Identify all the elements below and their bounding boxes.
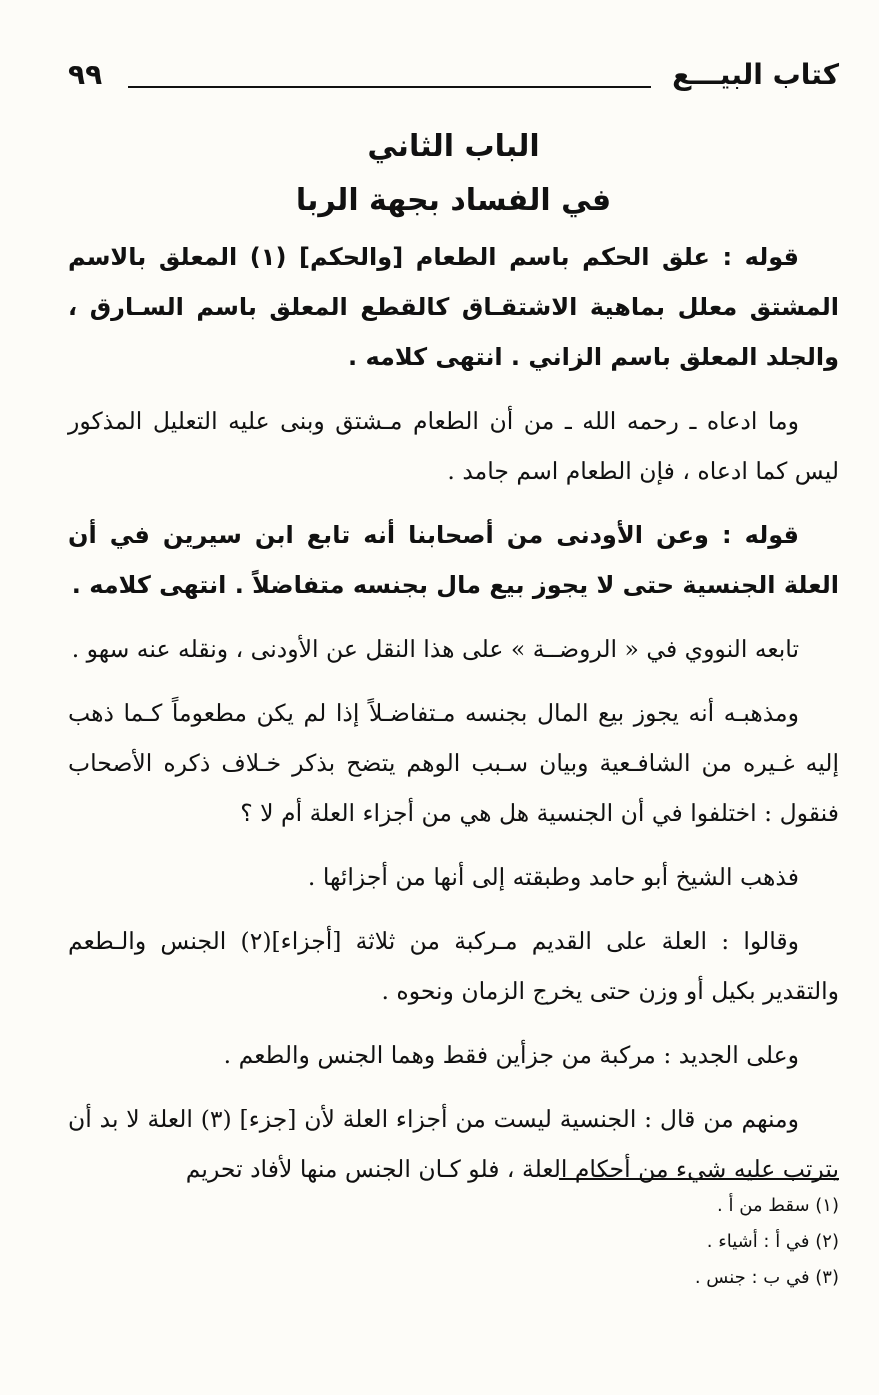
header-rule	[128, 86, 651, 88]
chapter-title: الباب الثاني	[367, 129, 540, 164]
footnote: (٣) في ب : جنس .	[694, 1267, 839, 1288]
commentary-paragraph: وقالوا : العلة على القديم مـركبة من ثلاثة [أجزاء](٢) الجنس والـطعم والتقدير بكيل أو وزن حتى يخرج الزمان ونحوه .	[68, 927, 839, 1005]
page-number: ٩٩	[68, 58, 103, 91]
quote-paragraph: قوله : وعن الأودنى من أصحابنا أنه تابع ابن سيرين في أن العلة الجنسية حتى لا يجوز بيع مال بجنسه متفاضلاً . انتهى كلامه .	[68, 521, 839, 599]
footnotes	[68, 1188, 839, 1296]
page-header	[68, 58, 839, 98]
commentary-paragraph: تابعه النووي في « الروضــة » على هذا النقل عن الأودنى ، ونقله عنه سهو .	[71, 635, 799, 663]
commentary-paragraph: ومنهم من قال : الجنسية ليست من أجزاء العلة لأن [جزء] (٣) العلة لا بد أن يترتب عليه شيء من أحكام العلة ، فلو كـان الجنس منها لأفاد تحريم	[68, 1105, 839, 1183]
footnote-rule	[559, 1178, 839, 1180]
commentary-paragraph: وعلى الجديد : مركبة من جزأين فقط وهما الجنس والطعم .	[223, 1041, 799, 1069]
quote-paragraph: قوله : علق الحكم باسم الطعام [والحكم] (١) المعلق بالاسم المشتق معلل بماهية الاشتقـاق كالقطع المعلق باسم السـارق ، والجلد المعلق باسم الزاني . انتهى كلامه .	[68, 243, 839, 371]
footnote: (١) سقط من أ .	[717, 1195, 839, 1216]
commentary-paragraph: وما ادعاه ـ رحمه الله ـ من أن الطعام مـشتق وبنى عليه التعليل المذكور ليس كما ادعاه ، فإن الطعام اسم جامد .	[68, 407, 839, 485]
footnote: (٢) في أ : أشياء .	[706, 1231, 839, 1252]
running-title: كتاب البيـــع	[672, 58, 839, 91]
commentary-paragraph: فذهب الشيخ أبو حامد وطبقته إلى أنها من أجزائها .	[307, 863, 799, 891]
chapter-heading	[68, 120, 839, 228]
commentary-paragraph: ومذهبـه أنه يجوز بيع المال بجنسه مـتفاضـلاً إذا لم يكن مطعوماً كـما ذهب إليه غـيره من الشافـعية وبيان سـبب الوهم يتضح بذكر خـلاف ذكره الأصحاب فنقول : اختلفوا في أن الجنسية هل هي من أجزاء العلة أم لا ؟	[68, 699, 839, 827]
chapter-subtitle: في الفساد بجهة الربا	[295, 183, 612, 218]
page-body	[68, 232, 839, 1194]
